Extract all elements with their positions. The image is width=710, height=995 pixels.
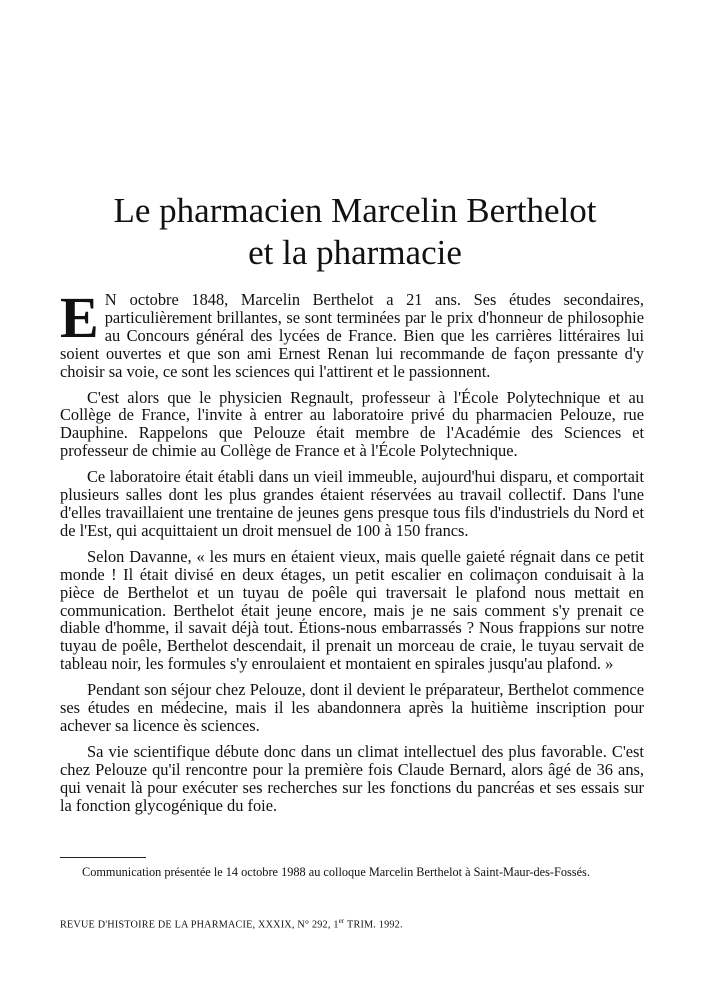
article-body bbox=[60, 285, 644, 822]
paragraph-4: Selon Davanne, « les murs en étaient vieux, mais quelle gaieté régnait dans ce petit monde ! Il était divisé en deux étages, un petit escalier en colimaçon conduisait à la pièce de Berthelot et un tuyau de poêle qui traversait le plafond nous mettait en communication. Berthelot était jeune encore, mais je ne sais comment s'y prenait ce diable d'homme, il savait déjà tout. Étions-nous embarrassés ? Nous frappions sur notre tuyau de poêle, Berthelot descendait, il prenait un morceau de craie, le tuyau servait de tableau noir, les formules s'y enroulaient et montaient en spirales jusqu'au plafond. » bbox=[60, 546, 644, 674]
paragraph-3: Ce laboratoire était établi dans un vieil immeuble, aujourd'hui disparu, et comportait plusieurs salles dont les plus grandes étaient réservées au travail collectif. Dans l'une d'elles travaillaient une trentaine de jeunes gens presque tous fils d'industriels du Nord et de l'Est, qui acquittaient un droit mensuel de 100 à 150 francs. bbox=[60, 467, 644, 540]
article-title bbox=[40, 190, 670, 274]
first-word-rest: N bbox=[104, 290, 118, 309]
paragraph-1 bbox=[60, 285, 644, 381]
footnote: Communication présentée le 14 octobre 1988 au colloque Marcelin Berthelot à Saint-Maur-des-Fossés. bbox=[82, 865, 590, 879]
journal-reference-main: REVUE D'HISTOIRE DE LA PHARMACIE, XXXIX, N° 292, 1 bbox=[60, 919, 339, 931]
paragraph-5: Pendant son séjour chez Pelouze, dont il devient le préparateur, Berthelot commence ses études en médecine, mais il les abandonnera après la huitième inscription pour achever sa licence ès sciences. bbox=[60, 680, 644, 735]
journal-reference-sup: er bbox=[338, 917, 345, 925]
paragraph-2: C'est alors que le physicien Regnault, professeur à l'École Polytechnique et au Collège de France, l'invite à entrer au laboratoire privé du pharmacien Pelouze, rue Dauphine. Rappelons que Pelouze était membre de l'Académie des Sciences et professeur de chimie au Collège de France et à l'École Polytechnique. bbox=[60, 387, 644, 461]
title-line-2: et la pharmacie bbox=[248, 233, 462, 272]
journal-reference bbox=[60, 917, 403, 930]
paragraph-6: Sa vie scientifique débute donc dans un climat intellectuel des plus favorable. C'est chez Pelouze qu'il rencontre pour la première fois Claude Bernard, alors âgé de 36 ans, qui venait là pour exécuter ses recherches sur les fonctions du pancréas et ses essais sur la fonction glycogénique du foie. bbox=[60, 741, 644, 815]
footnote-divider bbox=[60, 857, 146, 858]
drop-cap: E bbox=[60, 285, 99, 350]
journal-reference-end: TRIM. 1992. bbox=[344, 919, 403, 931]
title-line-1: Le pharmacien Marcelin Berthelot bbox=[113, 191, 597, 230]
paragraph-1-text: octobre 1848, Marcelin Berthelot a 21 ans. Ses études secondaires, particulièrement brillantes, se sont terminées par le prix d'honneur de philosophie au Concours général des lycées de France. Bien que les carrières littéraires lui soient ouvertes et que son ami Ernest Renan lui recommande de façon pressante d'y choisir sa voie, ce sont les sciences qui l'attirent et le passionnent. bbox=[60, 290, 644, 381]
